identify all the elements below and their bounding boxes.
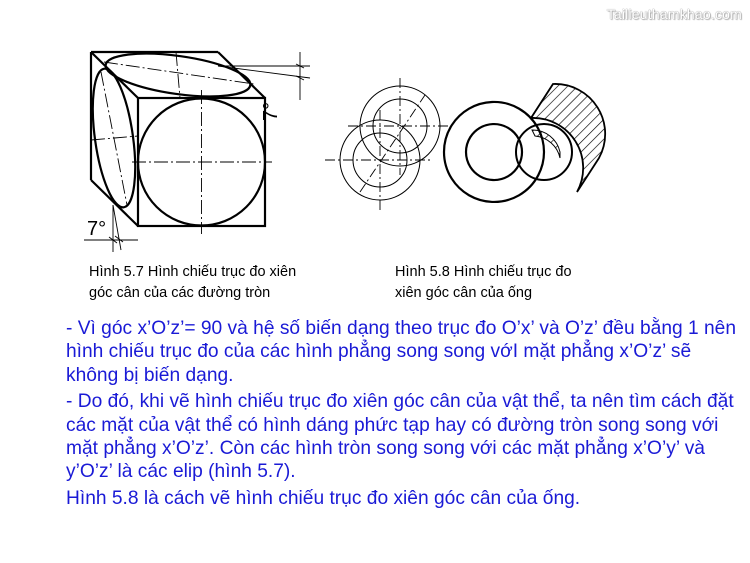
figure-5-8-caption-line1: Hình 5.8 Hình chiếu trục đo xyxy=(395,264,572,280)
paragraph-3: Hình 5.8 là cách vẽ hình chiếu trục đo xiên góc cân của ống. xyxy=(66,487,581,509)
angle-label-top: 7° xyxy=(260,101,282,121)
figure-5-8-caption xyxy=(395,262,572,304)
tube-front-ring xyxy=(444,102,544,202)
figure-5-8-construction-circles xyxy=(325,78,455,212)
body-text xyxy=(66,317,738,513)
watermark: Tailieuthamkhao.com xyxy=(606,6,742,22)
paragraph-2: - Do đó, khi vẽ hình chiếu trục đo xiên góc cân của vật thể, ta nên tìm cách đặt các mặt của vật thể có hình dáng phức tạp hay có đường tròn song song với mặt phẳng x’O’z’. Còn các hình tròn song song với các mặt phẳng x’O’y’ và y’O’z’ là các elip (hình 5.7). xyxy=(66,391,734,483)
angle-label-bottom: 7° xyxy=(87,218,107,240)
paragraph-1: - Vì góc x’O’z’= 90 và hệ số biến dạng theo trục đo O’x’ và O’z’ đều bằng 1 nên hình chiếu trục đo của các hình phẳng song song vớI mặt phẳng x’O’z’ sẽ không bị biến dạng. xyxy=(66,318,737,386)
angle-dimension-top xyxy=(218,52,310,100)
figure-5-8-tube xyxy=(444,84,605,202)
figure-5-7-cube-circles xyxy=(84,46,310,252)
figure-5-7-caption-line2: góc cân của các đường tròn xyxy=(89,285,271,301)
figure-5-8-caption-line2: xiên góc cân của ống xyxy=(395,285,533,301)
figure-5-7-caption xyxy=(89,262,296,304)
figure-5-7-caption-line1: Hình 5.7 Hình chiếu trục đo xiên xyxy=(89,264,297,280)
